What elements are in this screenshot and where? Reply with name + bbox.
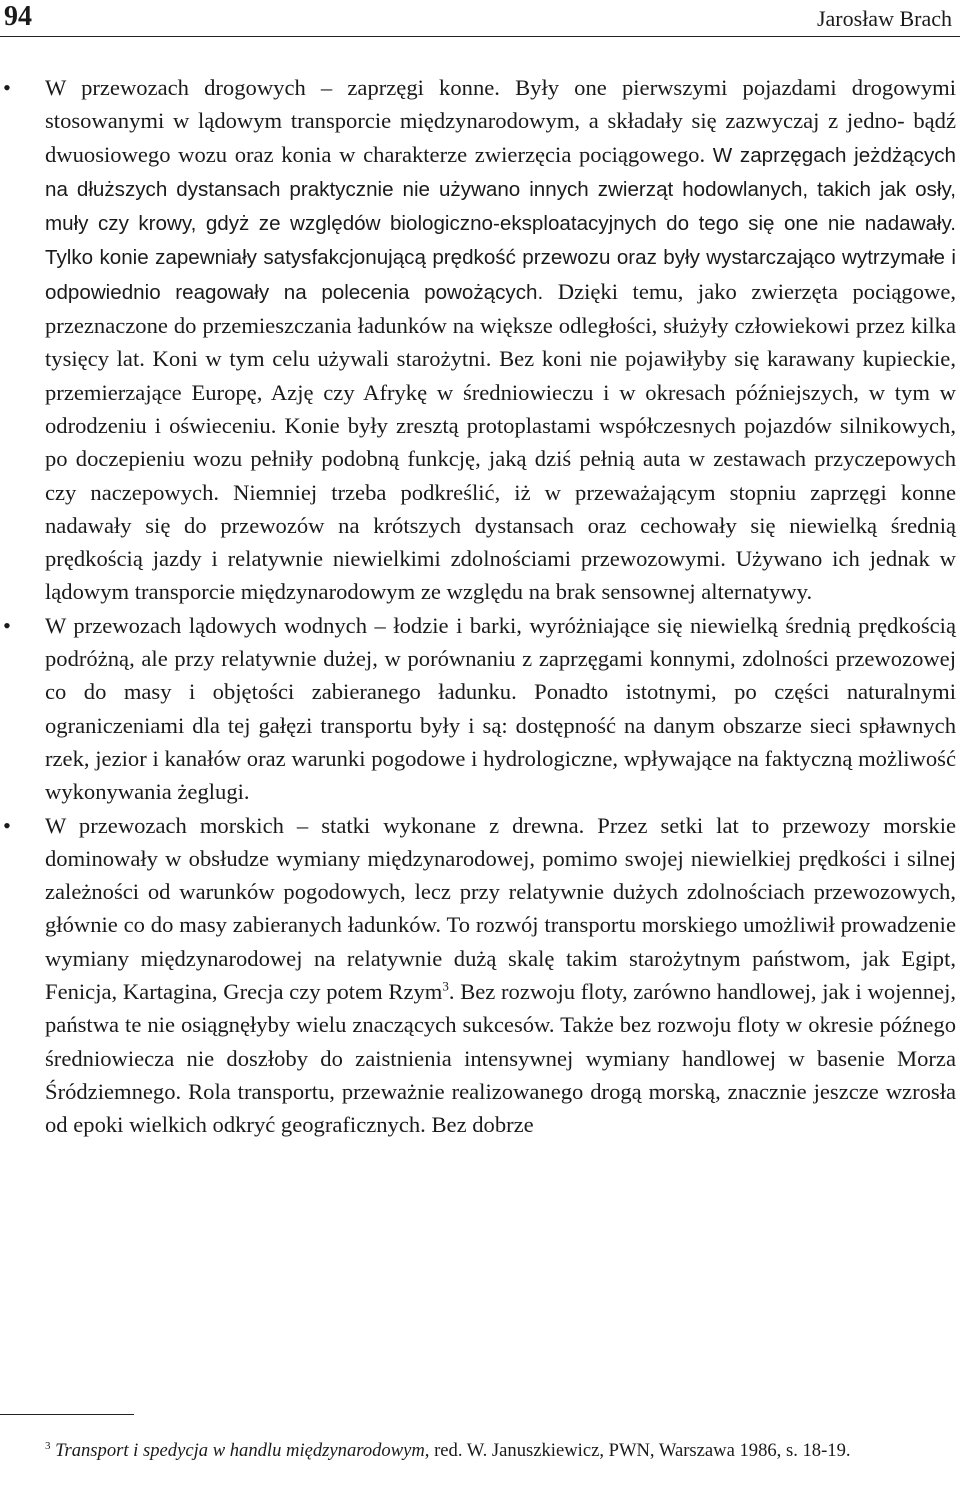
footnote-rule [0,1414,134,1415]
bullet-item-inland-water [0,609,960,809]
body-text [0,71,960,1142]
running-header-author: Jarosław Brach [816,6,952,31]
bullet-item-sea [0,809,960,1142]
footnote-reference[interactable]: 3 [442,978,449,994]
page-number: 94 [4,1,32,32]
footnote-title: Transport i spedycja w handlu międzynarodowym [55,1440,425,1462]
footnote-rest: , red. W. Januszkiewicz, PWN, Warszawa 1986, s. 18-19. [424,1440,851,1462]
footnote [0,1433,954,1464]
bullet-icon: • [3,612,11,638]
paragraph: W przewozach lądowych wodnych – łodzie i barki, wyróżniające się niewielką średnią prędkością podróżną, ale przy relatywnie dużej, w porównaniu z zaprzęgami konnymi, zdolności przewozowej co do masy i objętości zabieranego ładunku. Ponadto istotnymi, po części naturalnymi ograniczeniami dla tej gałęzi transportu były i są: dostępność na danym obszarze sieci spławnych rzek, jezior i kanałów oraz warunki pogodowe i hydrologiczne, wpływające na faktyczną możliwość wykonywania żeglugi. [45,612,956,805]
page-header [0,0,960,34]
footnote-number: 3 [45,1440,51,1452]
paragraph: W przewozach drogowych – zaprzęgi konne. Były one pierwszymi pojazdami drogowymi stosowanymi w lądowym transporcie międzynarodowym, a składały się zazwyczaj z jedno- bądź dwuosiowego wozu oraz konia w charakterze zwierzęcia pociągowego. W zaprzęgach jeżdżących na dłuższych dystansach praktycznie nie używano innych zwierząt hodowlanych, takich jak osły, muły czy krowy, gdyż ze względów biologiczno-eksploatacyjnych do tego się one nie nadawały. Tylko konie zapewniały satysfakcjonującą prędkość przewozu oraz były wystarczająco wytrzymałe i odpowiednio reagowały na polecenia powożących. Dzięki temu, jako zwierzęta pociągowe, przeznaczone do przemieszczania ładunków na większe odległości, służyły człowiekowi przez kilka tysięcy lat. Koni w tym celu używali starożytni. Bez koni nie pojawiłyby się karawany kupieckie, przemierzające Europę, Azję czy Afrykę w średniowieczu i w okresach późniejszych, w tym w odrodzeniu i oświeceniu. Konie były zresztą protoplastami współczesnych pojazdów silnikowych, po doczepieniu wozu pełniły podobną funkcję, jaką dziś pełnią auta w zestawach przyczepowych czy naczepowych. Niemniej trzeba podkreślić, iż w przeważającym stopniu zaprzęgi konne nadawały się do przewozów na krótszych dystansach oraz cechowały się niewielką średnią prędkością jazdy i relatywnie niewielkimi zdolnościami przewozowymi. Używano ich jednak w lądowym transporcie międzynarodowym ze względu na brak sensownej alternatywy. [45,75,956,605]
bullet-item-road [0,71,960,609]
paragraph: W przewozach morskich – statki wykonane z drewna. Przez setki lat to przewozy morskie dominowały w obsłudze wymiany międzynarodowej, pomimo swojej niewielkiej prędkości i silnej zależności od warunków pogodowych, lecz przy relatywnie dużych zdolnościach przewozowych, głównie co do masy zabieranych ładunków. To rozwój transportu morskiego umożliwił prowadzenie wymiany międzynarodowej na relatywnie dużą skalę takim starożytnym państwom, jak Egipt, Fenicja, Kartagina, Grecja czy potem Rzym$^3$. Bez rozwoju floty, zarówno handlowej, jak i wojennej, państwa te nie osiągnęłyby wielu znaczących sukcesów. Także bez rozwoju floty w okresie późnego średniowiecza nie doszłoby do zaistnienia intensywnej wymiany handlowej w basenie Morza Śródziemnego. Rola transportu, przeważnie realizowanego drogą morską, znacznie jeszcze wzrosła od epoki wielkich odkryć geograficznych. Bez dobrze [45,812,956,1138]
sans-text-run: W zaprzęgach jeżdżących na dłuższych dystansach praktycznie nie używano innych zwierząt hodowlanych, takich jak osły, muły czy krowy, gdyż ze względów biologiczno-eksploatacyjnych do tego się one nie nadawały. Tylko konie zapewniały satysfakcjonującą prędkość przewozu oraz były wystarczająco wytrzymałe i odpowiednio reagowały na polecenia powożących. [45,143,956,304]
bullet-icon: • [3,75,11,100]
header-rule [0,36,960,37]
bullet-icon: • [3,812,11,838]
